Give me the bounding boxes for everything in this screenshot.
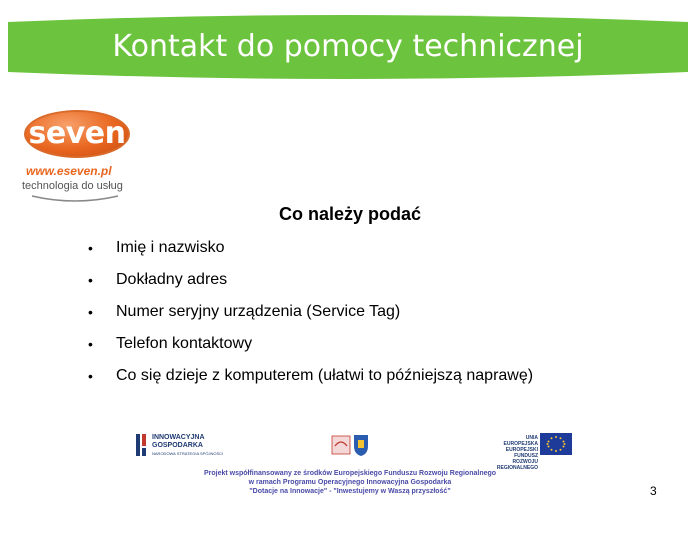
eu-flag-icon bbox=[540, 433, 572, 455]
inno-line-3: NARODOWA STRATEGIA SPÓJNOŚCI bbox=[152, 451, 224, 456]
list-item-text: Co się dzieje z komputerem (ułatwi to późniejszą naprawę) bbox=[116, 367, 534, 384]
bullet-dot: • bbox=[88, 304, 93, 320]
list-item bbox=[88, 330, 533, 362]
list-item-text: Numer seryjny urządzenia (Service Tag) bbox=[116, 303, 401, 320]
innovative-economy-icon bbox=[134, 432, 150, 458]
bullet-dot: • bbox=[88, 336, 93, 352]
eu-line-3: ROZWOJU REGIONALNEGO bbox=[496, 459, 538, 471]
region-crest-icon bbox=[330, 432, 372, 458]
list-item bbox=[88, 266, 533, 298]
logo-brand: seven bbox=[24, 110, 130, 158]
eu-line-2: EUROPEJSKI FUNDUSZ bbox=[505, 447, 538, 459]
list-item bbox=[88, 298, 533, 330]
inno-line-1: INNOWACYJNA bbox=[152, 434, 205, 441]
section-heading: Co należy podać bbox=[278, 204, 422, 224]
project-line-3: "Dotacje na Innowacje" - "Inwestujemy w Waszą przyszłość" bbox=[249, 488, 451, 495]
list-item bbox=[88, 362, 533, 394]
eu-line-1: UNIA EUROPEJSKA bbox=[503, 435, 538, 447]
list-item-text: Dokładny adres bbox=[116, 271, 228, 288]
title-banner bbox=[8, 14, 688, 80]
logo-tagline: technologia do usług bbox=[22, 180, 123, 192]
logo-url: www.eseven.pl bbox=[26, 164, 112, 178]
page-number: 3 bbox=[650, 484, 657, 498]
project-line-2: w ramach Programu Operacyjnego Innowacyjna Gospodarka bbox=[248, 479, 452, 486]
seven-logo bbox=[20, 106, 140, 206]
project-funding-note bbox=[0, 469, 700, 496]
page-title: Kontakt do pomocy technicznej bbox=[112, 29, 584, 64]
logo-swoosh bbox=[30, 194, 120, 204]
project-line-1: Projekt współfinansowany ze środków Europejskiego Funduszu Rozwoju Regionalnego bbox=[203, 470, 497, 477]
bullet-list bbox=[88, 234, 533, 394]
bullet-dot: • bbox=[88, 368, 93, 384]
bullet-dot: • bbox=[88, 240, 93, 256]
list-item-text: Telefon kontaktowy bbox=[116, 335, 253, 352]
eu-caption bbox=[494, 435, 538, 471]
innovative-economy-logo bbox=[152, 434, 223, 458]
list-item bbox=[88, 234, 533, 266]
list-item-text: Imię i nazwisko bbox=[116, 239, 225, 256]
bullet-dot: • bbox=[88, 272, 93, 288]
inno-line-2: GOSPODARKA bbox=[152, 442, 203, 449]
